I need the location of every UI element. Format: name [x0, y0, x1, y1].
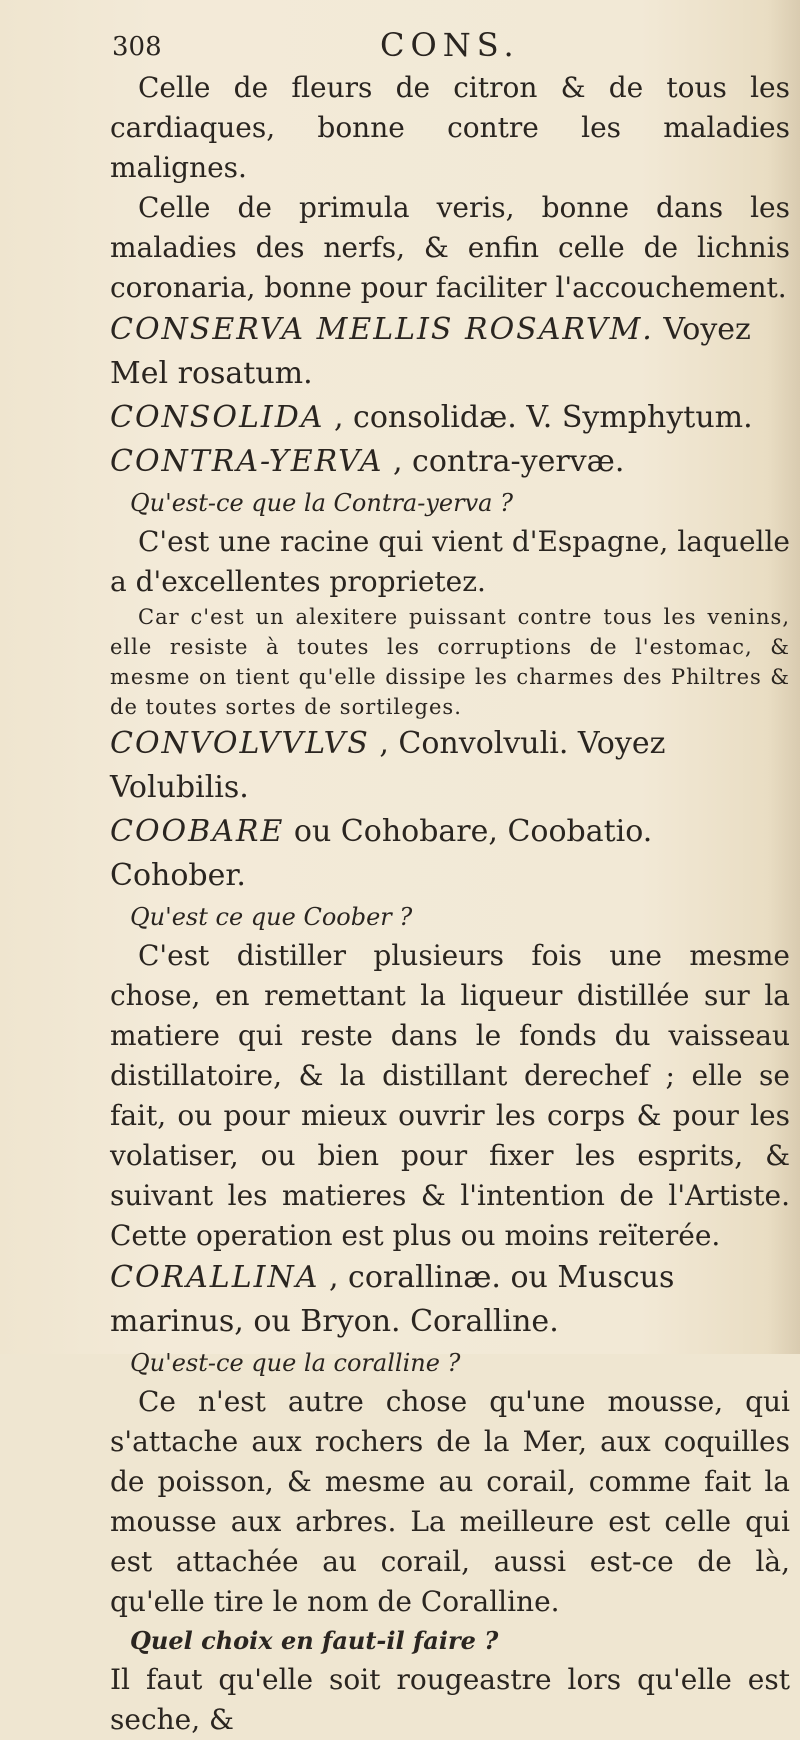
entry-headword: CONTRA-YERVA , contra-yervæ.: [110, 444, 625, 479]
entry-headword: CONSOLIDA , consolidæ. V. Symphytum.: [110, 400, 753, 435]
page-number: 308: [112, 32, 162, 62]
paragraph: Celle de fleurs de citron & de tous les cardiaques, bonne contre les maladies malignes.: [110, 71, 790, 184]
running-head: CONS.: [380, 26, 520, 64]
paragraph: C'est distiller plusieurs fois une mesme chose, en remettant la liqueur distillée sur la matiere qui reste dans le fonds du vaisseau distillatoire, & la distillant derechef ; elle se fait, ou pour mieux ouvrir les corps & pour les volatiser, ou bien pour fixer les esprits, & suivant les matieres & l'intention de l'Artiste. Cette operation est plus ou moins reïterée.: [110, 939, 790, 1252]
paragraph: C'est une racine qui vient d'Espagne, laquelle a d'excellentes proprietez.: [110, 525, 790, 598]
page-header: [0, 18, 800, 68]
question-line: Qu'est ce que Coober ?: [130, 903, 413, 931]
entry-headword: COOBARE ou Cohobare, Coobatio. Cohober.: [110, 814, 653, 893]
small-paragraph: Car c'est un alexitere puissant contre tous les venins, elle resiste à toutes les corruptions de l'estomac, & mesme on tient qu'elle dissipe les charmes des Philtres & de toutes sortes de sortileges.: [110, 605, 790, 719]
paragraph: Il faut qu'elle soit rougeastre lors qu'elle est seche, &: [110, 1663, 790, 1736]
paragraph: Celle de primula veris, bonne dans les maladies des nerfs, & enfin celle de lichnis coronaria, bonne pour faciliter l'accouchement.: [110, 191, 790, 304]
body-text: [110, 68, 790, 1740]
question-line: Quel choix en faut-il faire ?: [130, 1626, 499, 1655]
entry-headword: CORALLINA , corallinæ. ou Muscus marinus, ou Bryon. Coralline.: [110, 1260, 675, 1339]
entry-headword: CONSERVA MELLIS ROSARVM. Voyez Mel rosatum.: [110, 312, 751, 391]
question-line: Qu'est-ce que la coralline ?: [130, 1349, 461, 1377]
paragraph: Ce n'est autre chose qu'une mousse, qui s'attache aux rochers de la Mer, aux coquilles de poisson, & mesme au corail, comme fait la mousse aux arbres. La meilleure est celle qui est attachée au corail, aussi est-ce de là, qu'elle tire le nom de Coralline.: [110, 1385, 790, 1618]
entry-headword: CONVOLVVLVS , Convolvuli. Voyez Volubilis.: [110, 726, 666, 805]
question-line: Qu'est-ce que la Contra-yerva ?: [130, 489, 513, 517]
